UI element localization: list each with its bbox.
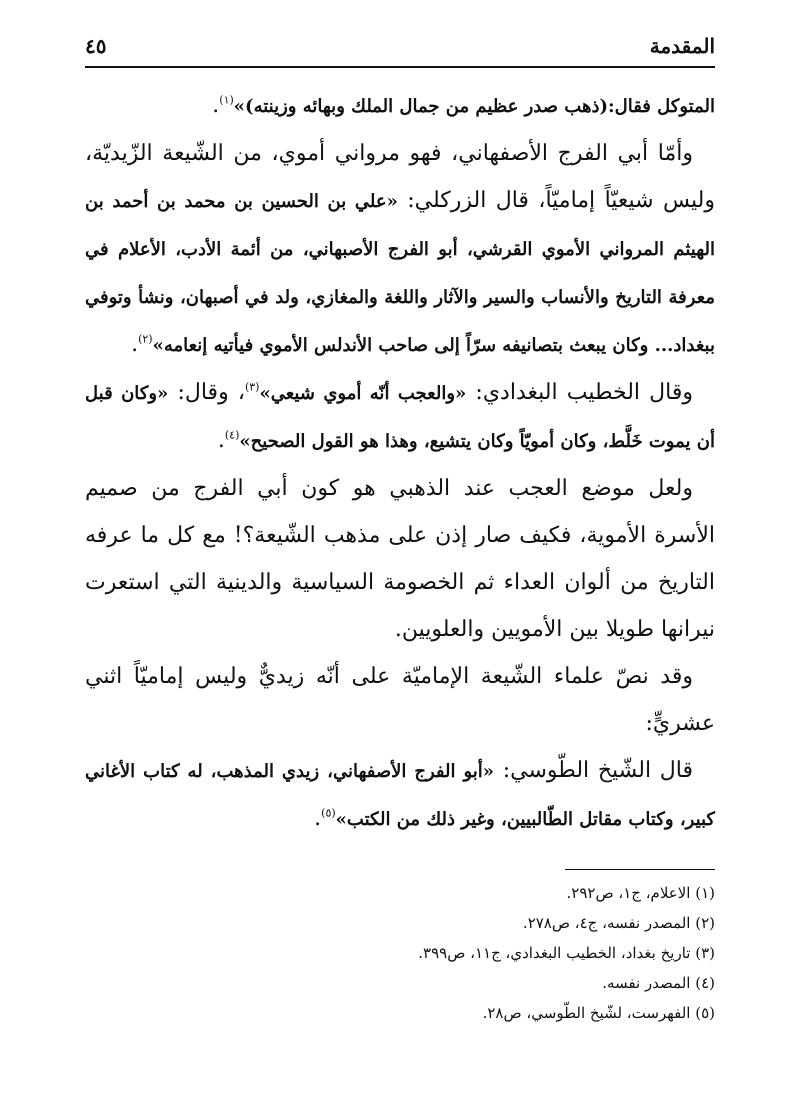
body-text: وقال الخطيب البغدادي: — [466, 380, 694, 405]
quote-text: «والعجب أنّه أموي شيعي» — [259, 383, 467, 404]
footnote-marker: (٢) — [138, 332, 153, 346]
footnote-marker: (٥) — [321, 806, 336, 820]
footnote-5: (٥) الفهرست، لشّيخ الطّوسي، ص٢٨. — [482, 1004, 715, 1022]
header-rule — [85, 66, 715, 68]
paragraph-1 — [85, 82, 715, 130]
footnote-rule — [565, 869, 715, 870]
body-text: وقد نصّ علماء الشّيعة الإماميّة على أنّه زيديٌّ وليس إماميّاً اثني عشريٍّ: — [85, 664, 715, 736]
quote-text: «وكان قبل أن يموت خَلَّط، وكان أمويّاً وكان يتشيع، وهذا هو القول الصحيح» — [85, 383, 715, 452]
sentence-end: . — [314, 806, 322, 831]
running-header — [85, 30, 715, 62]
body-text: قال الشّيخ الطّوسي: — [494, 758, 694, 783]
page-number: ٤٥ — [85, 34, 107, 58]
footnote-4: (٤) المصدر نفسه. — [602, 974, 715, 992]
quote-text: «أبو الفرج الأصفهاني، زيدي المذهب، له كتاب الأغاني كبير، وكتاب مقاتل الطّالبيين، وغير ذلك من الكتب» — [85, 761, 715, 830]
paragraph-3 — [85, 369, 715, 465]
footnote-3: (٣) تاريخ بغداد، الخطيب البغدادي، ج١١، ص٣٩٩. — [418, 944, 715, 962]
footnote-1: (١) الاعلام، ج١، ص٢٩٢. — [566, 884, 715, 902]
footnote-marker: (٣) — [244, 380, 260, 394]
footnote-marker: (١) — [219, 93, 234, 107]
paragraph-2 — [85, 130, 715, 369]
body-text: ، وقال: — [168, 380, 245, 405]
sentence-end: . — [131, 332, 139, 357]
body-text: ولعل موضع العجب عند الذهبي هو كون أبي الفرج من صميم الأسرة الأموية، فكيف صار إذن على مذهب الشّيعة؟! مع كل ما عرفه التاريخ من ألوان العداء ثم الخصومة السياسية والدينية التي استعرت نيرانها طويلا بين الأمويين والعلويين. — [85, 476, 715, 642]
sentence-end: . — [212, 93, 220, 118]
paragraph-4 — [85, 465, 715, 653]
footnotes — [85, 878, 715, 1028]
book-page — [85, 30, 715, 1028]
body-text: وأمّا أبي الفرج الأصفهاني، فهو مرواني أموي، من الشّيعة الزّيديّة، وليس شيعيّاً إماميّاً، قال الزركلي: — [85, 141, 716, 213]
paragraph-6 — [85, 747, 715, 843]
quote-text: المتوكل فقال:(ذهب صدر عظيم من جمال الملك وبهائه وزينته)» — [233, 96, 715, 117]
paragraph-5 — [85, 653, 715, 747]
chapter-title: المقدمة — [649, 34, 715, 58]
quote-text: «علي بن الحسين بن محمد بن أحمد بن الهيثم المرواني الأموي القرشي، أبو الفرج الأصبهاني، من أئمة الأدب، الأعلام في معرفة التاريخ والأنساب والسير والآثار واللغة والمغازي، ولد في أصبهان، ونشأ وتوفي ببغداد... وكان يبعث بتصانيفه سرّاً إلى صاحب الأندلس الأموي فيأتيه إنعامه» — [85, 191, 715, 356]
footnote-2: (٢) المصدر نفسه، ج٤، ص٢٧٨. — [522, 914, 715, 932]
footnote-marker: (٤) — [224, 428, 240, 442]
sentence-end: . — [217, 428, 225, 453]
